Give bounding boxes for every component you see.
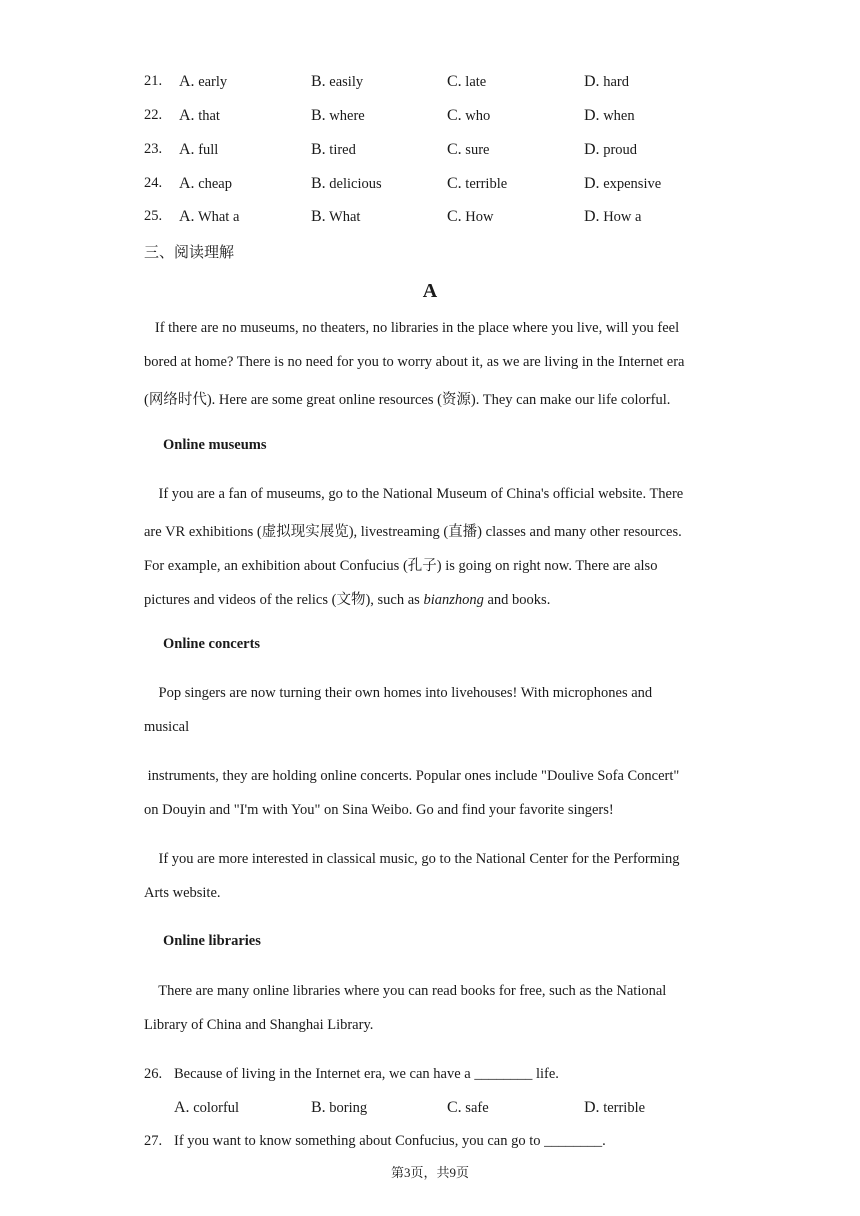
page-footer: 第3页，共9页 [390, 1165, 469, 1180]
option-text: expensive [603, 176, 662, 192]
option-c[interactable] [447, 141, 489, 159]
option-text: sure [465, 142, 490, 158]
option-text: cheap [198, 176, 232, 192]
option-letter: C. [447, 1099, 462, 1116]
option-d[interactable] [584, 208, 641, 226]
museums-line-4 [144, 588, 550, 609]
option-d[interactable] [584, 141, 637, 159]
option-letter: B. [311, 107, 326, 124]
option-text: boring [329, 1100, 368, 1116]
option-letter: C. [447, 107, 462, 124]
option-text: early [198, 74, 228, 90]
passage-title: A [422, 280, 438, 302]
q26-stem: Because of living in the Internet era, we can have a ________ life. [174, 1066, 559, 1082]
option-text: How [465, 209, 494, 225]
option-text: easily [329, 74, 364, 90]
option-text: tired [329, 142, 356, 158]
option-b[interactable] [311, 141, 356, 159]
option-text: What [329, 209, 361, 225]
option-letter: A. [179, 73, 195, 90]
option-c[interactable] [447, 107, 490, 125]
question-number: 23. [144, 141, 163, 157]
q26-option-a[interactable] [174, 1099, 239, 1117]
q26-option-b[interactable] [311, 1099, 367, 1117]
museums-line-1: If you are a fan of museums, go to the National Museum of China's official website. There [144, 486, 684, 502]
museums-line-4-pre: pictures and videos of the relics (文物), such as [144, 592, 424, 608]
question-number: 24. [144, 175, 163, 191]
museums-line-2: are VR exhibitions (虚拟现实展览), livestreaming (直播) classes and many other resources. [144, 524, 682, 540]
option-letter: C. [447, 208, 462, 225]
option-text: who [465, 108, 491, 124]
q26-number: 26. [144, 1066, 163, 1082]
concerts-line-5: If you are more interested in classical music, go to the National Center for the Performing [144, 851, 680, 867]
concerts-line-6: Arts website. [144, 885, 221, 901]
option-c[interactable] [447, 175, 507, 193]
option-c[interactable] [447, 208, 494, 226]
option-c[interactable] [447, 73, 486, 91]
museums-line-4-post: and books. [483, 592, 551, 608]
heading-online-museums: Online museums [163, 437, 267, 453]
heading-online-concerts: Online concerts [163, 636, 261, 652]
question-number: 25. [144, 208, 163, 224]
option-text: How a [603, 209, 642, 225]
q26-option-d[interactable] [584, 1099, 645, 1117]
concerts-line-3: instruments, they are holding online concerts. Popular ones include "Doulive Sofa Concert" [144, 768, 680, 784]
option-text: proud [603, 142, 638, 158]
intro-line-2: bored at home? There is no need for you to worry about it, as we are living in the Internet era [144, 354, 685, 370]
q27-stem: If you want to know something about Confucius, you can go to ________. [174, 1133, 606, 1149]
option-text: safe [465, 1100, 489, 1116]
option-a[interactable] [179, 107, 220, 125]
option-a[interactable] [179, 141, 218, 159]
option-a[interactable] [179, 208, 239, 226]
option-letter: A. [174, 1099, 190, 1116]
intro-line-3: (网络时代). Here are some great online resources (资源). They can make our life colorful. [144, 392, 671, 408]
option-d[interactable] [584, 107, 635, 125]
option-text: late [465, 74, 487, 90]
option-b[interactable] [311, 208, 360, 226]
option-letter: D. [584, 1099, 600, 1116]
option-text: terrible [603, 1100, 646, 1116]
museums-line-3: For example, an exhibition about Confucius (孔子) is going on right now. There are also [144, 558, 658, 574]
concerts-line-2: musical [144, 719, 190, 735]
option-text: delicious [329, 176, 382, 192]
option-text: full [198, 142, 219, 158]
option-b[interactable] [311, 175, 382, 193]
option-text: that [198, 108, 220, 124]
option-b[interactable] [311, 107, 365, 125]
option-letter: B. [311, 141, 326, 158]
option-text: where [329, 108, 365, 124]
option-letter: C. [447, 73, 462, 90]
option-b[interactable] [311, 73, 363, 91]
option-letter: D. [584, 175, 600, 192]
q27-number: 27. [144, 1133, 163, 1149]
question-number: 22. [144, 107, 163, 123]
option-text: hard [603, 74, 629, 90]
option-letter: D. [584, 107, 600, 124]
option-letter: D. [584, 208, 600, 225]
option-d[interactable] [584, 175, 661, 193]
option-letter: C. [447, 141, 462, 158]
option-text: when [603, 108, 635, 124]
option-letter: A. [179, 107, 195, 124]
option-text: What a [197, 209, 240, 225]
option-letter: B. [311, 208, 326, 225]
concerts-line-1: Pop singers are now turning their own homes into livehouses! With microphones and [144, 685, 653, 701]
libraries-line-1: There are many online libraries where you can read books for free, such as the National [144, 983, 667, 999]
q26-option-c[interactable] [447, 1099, 489, 1117]
option-letter: C. [447, 175, 462, 192]
option-letter: A. [179, 208, 195, 225]
option-text: colorful [193, 1100, 240, 1116]
option-a[interactable] [179, 73, 227, 91]
heading-online-libraries: Online libraries [163, 933, 261, 949]
option-letter: A. [179, 141, 195, 158]
option-a[interactable] [179, 175, 232, 193]
option-letter: B. [311, 175, 326, 192]
option-letter: B. [311, 73, 326, 90]
option-letter: D. [584, 73, 600, 90]
option-letter: A. [179, 175, 195, 192]
intro-line-1: If there are no museums, no theaters, no libraries in the place where you live, will you feel [144, 320, 680, 336]
option-text: terrible [465, 176, 508, 192]
option-d[interactable] [584, 73, 629, 91]
option-letter: D. [584, 141, 600, 158]
question-number: 21. [144, 73, 163, 89]
section-title: 三、阅读理解 [144, 243, 235, 261]
bianzhong-term: bianzhong [423, 592, 484, 608]
libraries-line-2: Library of China and Shanghai Library. [144, 1017, 374, 1033]
option-letter: B. [311, 1099, 326, 1116]
concerts-line-4: on Douyin and "I'm with You" on Sina Weibo. Go and find your favorite singers! [144, 802, 614, 818]
